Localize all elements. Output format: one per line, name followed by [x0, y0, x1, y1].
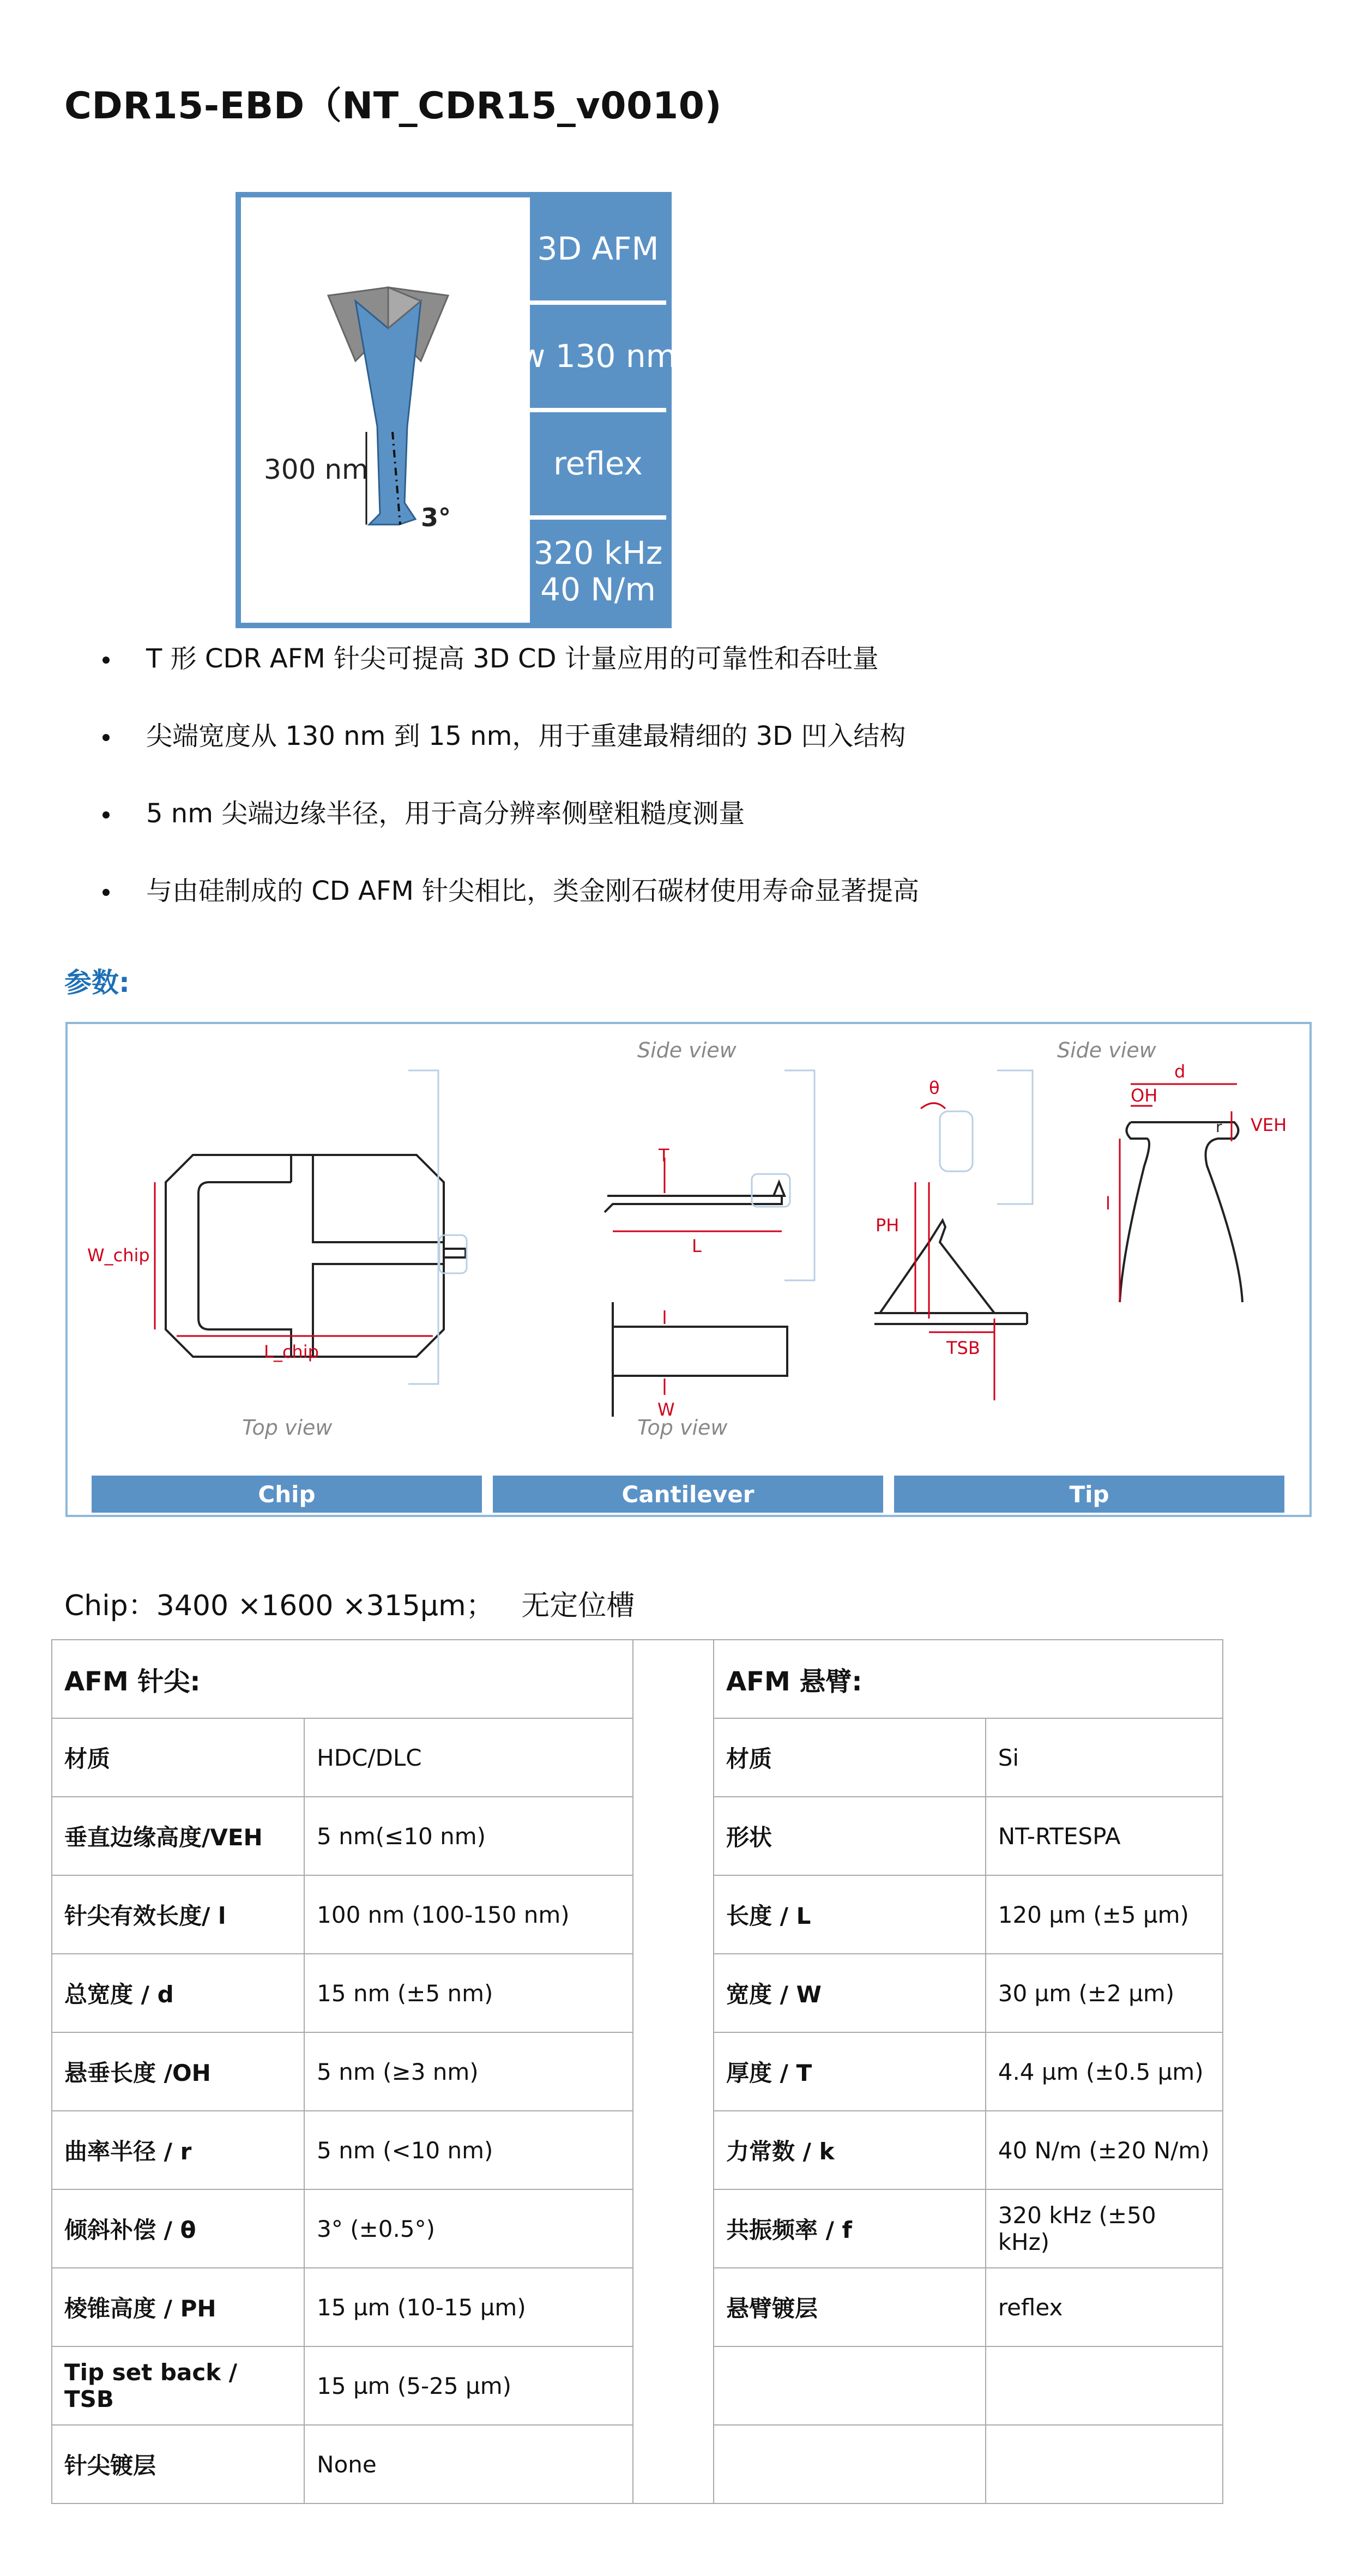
parameters-heading: 参数: — [64, 967, 130, 998]
t-label: T — [659, 1145, 669, 1166]
spec-cell-frequency-force: 320 kHz 40 N/m — [530, 515, 666, 623]
table-row — [714, 2346, 1223, 2425]
table-row: 长度 / L 120 µm (±5 µm) — [714, 1875, 1223, 1954]
top-view-label: Top view — [637, 1416, 728, 1440]
tip-length-label: l — [1106, 1193, 1110, 1214]
tab-chip: Chip — [92, 1476, 482, 1513]
tab-tip: Tip — [894, 1476, 1284, 1513]
tip-table-header: AFM 针尖: — [52, 1640, 633, 1718]
table-row: Tip set back / TSB 15 µm (5-25 µm) — [52, 2346, 633, 2425]
l-chip-label: L_chip — [264, 1341, 319, 1362]
tip-spec-table — [51, 1639, 633, 2504]
spec-cell-coating: reflex — [530, 408, 666, 515]
table-row: 总宽度 / d 15 nm (±5 nm) — [52, 1954, 633, 2032]
side-view-label: Side view — [1057, 1038, 1156, 1062]
cantilever-spec-table — [713, 1639, 1223, 2504]
spec-cell-3d-afm: 3D AFM — [530, 197, 666, 300]
table-row: 棱锥高度 / PH 15 µm (10-15 µm) — [52, 2268, 633, 2346]
table-row: 垂直边缘高度/VEH 5 nm(≤10 nm) — [52, 1797, 633, 1875]
table-row: 倾斜补偿 / θ 3° (±0.5°) — [52, 2189, 633, 2268]
spec-cell-width: w 130 nm — [530, 300, 666, 408]
veh-label: VEH — [1251, 1115, 1287, 1135]
table-row: 力常数 / k 40 N/m (±20 N/m) — [714, 2111, 1223, 2189]
tip-illustration — [241, 197, 535, 623]
ph-label: PH — [876, 1215, 900, 1236]
table-row: 悬垂长度 /OH 5 nm (≥3 nm) — [52, 2032, 633, 2111]
table-row: 悬臂镀层 reflex — [714, 2268, 1223, 2346]
list-item: 5 nm 尖端边缘半径，用于高分辨率侧壁粗糙度测量 — [102, 797, 1247, 875]
chip-prefix: Chip： — [64, 1590, 156, 1622]
oh-label: OH — [1131, 1085, 1158, 1106]
table-row: 曲率半径 / r 5 nm (<10 nm) — [52, 2111, 633, 2189]
top-view-label: Top view — [242, 1416, 333, 1440]
table-row: 材质 HDC/DLC — [52, 1718, 633, 1797]
probe-geometry-diagram — [65, 1022, 1312, 1517]
chip-dims: 3400 ×1600 ×315µm； — [156, 1590, 494, 1622]
list-item: 与由硅制成的 CD AFM 针尖相比，类金刚石碳材使用寿命显著提高 — [102, 875, 1247, 952]
w-chip-label: W_chip — [87, 1245, 150, 1266]
table-row: 宽度 / W 30 µm (±2 µm) — [714, 1954, 1223, 2032]
table-row: 形状 NT-RTESPA — [714, 1797, 1223, 1875]
table-row: 针尖镀层 None — [52, 2425, 633, 2503]
list-item: T 形 CDR AFM 针尖可提高 3D CD 计量应用的可靠性和吞吐量 — [102, 642, 1247, 720]
product-image — [236, 192, 677, 628]
radius-label: r — [1216, 1118, 1222, 1136]
tip-angle-label: 3° — [421, 503, 451, 532]
cantilever-table-header: AFM 悬臂: — [714, 1640, 1223, 1718]
geometry-drawing — [68, 1024, 1309, 1515]
tab-cantilever: Cantilever — [493, 1476, 883, 1513]
table-row: 共振频率 / f 320 kHz (±50 kHz) — [714, 2189, 1223, 2268]
d-label: d — [1174, 1061, 1186, 1082]
tsb-label: TSB — [946, 1338, 980, 1358]
table-row: 厚度 / T 4.4 µm (±0.5 µm) — [714, 2032, 1223, 2111]
chip-dimensions — [64, 1582, 635, 1623]
tip-height-label: 300 nm — [264, 454, 369, 485]
list-item: 尖端宽度从 130 nm 到 15 nm，用于重建最精细的 3D 凹入结构 — [102, 720, 1247, 797]
side-view-label: Side view — [637, 1038, 737, 1062]
theta-label: θ — [929, 1078, 940, 1098]
table-row — [714, 2425, 1223, 2503]
spec-cells — [519, 197, 677, 623]
chip-note: 无定位槽 — [521, 1590, 635, 1622]
table-row: 材质 Si — [714, 1718, 1223, 1797]
w-label: W — [657, 1399, 675, 1420]
feature-list — [102, 642, 1247, 952]
table-spacer — [632, 1639, 714, 2504]
l-label: L — [692, 1236, 702, 1256]
table-row: 针尖有效长度/ l 100 nm (100-150 nm) — [52, 1875, 633, 1954]
page-title: CDR15-EBD（NT_CDR15_v0010) — [64, 85, 722, 128]
